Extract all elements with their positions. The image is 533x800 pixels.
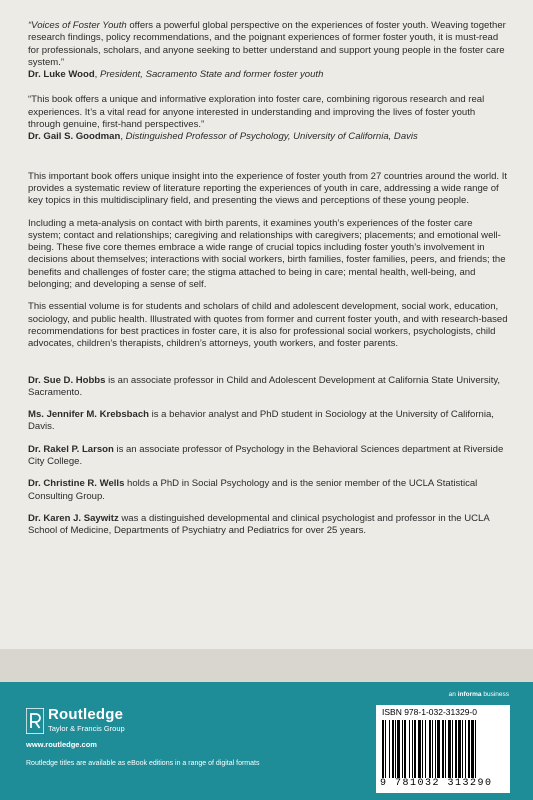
barcode-bar [462, 720, 463, 778]
author-bio [28, 513, 508, 538]
routledge-logo-icon [26, 708, 44, 734]
ebook-note: Routledge titles are available as eBook editions in a range of digital formats [26, 760, 260, 767]
description-paragraph: This essential volume is for students and scholars of child and adolescent development, social work, education, sociology, and public health. Illustrated with quotes from former and current foster youth, and with research-based recommendations for best practices in foster care, it is also for professional social workers, psychologists, child advocates, children’s therapists, children’s attorneys, youth workers, and foster parents. [28, 301, 508, 350]
barcode-bar [437, 720, 440, 778]
barcode-bar [404, 720, 406, 778]
barcode-bar [409, 720, 410, 778]
author-bio-text: was a distinguished developmental and clinical psychologist and professor in the UCLA School of Medicine, Departments of Psychiatry and Pediatrics for over 25 years. [28, 512, 490, 537]
barcode-icon [382, 720, 504, 778]
author-bio-text: is an associate professor of Psychology in the Behavioral Sciences department at Riverside City College. [28, 443, 504, 468]
barcode-bar [418, 720, 421, 778]
barcode-bar [455, 720, 457, 778]
publisher-url[interactable]: www.routledge.com [26, 740, 97, 749]
author-bio-text: is an associate professor in Child and Adolescent Development at California State University, Sacramento. [28, 374, 501, 398]
publisher-name: Routledge [48, 706, 124, 723]
author-name: Dr. Christine R. Wells [28, 478, 125, 490]
barcode-bar [389, 720, 390, 778]
author-bio-text: is a behavior analyst and PhD student in Sociology at the University of California, Davis. [28, 409, 494, 433]
informa-brand: informa [457, 691, 482, 698]
author-bio [28, 478, 508, 503]
barcode-bar [402, 720, 403, 778]
barcode-bar [445, 720, 446, 778]
publisher-footer [0, 682, 533, 800]
barcode-bar [448, 720, 451, 778]
author-name: Dr. Karen J. Saywitz [28, 512, 119, 524]
author-name: Dr. Rakel P. Larson [28, 443, 114, 455]
barcode-bar [425, 720, 426, 778]
quote-author: Dr. Gail S. Goodman [28, 131, 121, 143]
barcode-bar [442, 720, 444, 778]
divider-band [0, 649, 533, 682]
quote-text: “Voices of Foster Youth offers a powerful global perspective on the experiences of foster youth. Weaving together research findings, policy recommendations, and the poignant experiences of former foster youth, it is must-read for professionals, scholars, and anyone seeking to better understand and support young people in the foster care system.” [28, 20, 506, 68]
quote-author: Dr. Luke Wood [28, 69, 95, 81]
publisher-group: Taylor & Francis Group [48, 724, 125, 733]
barcode-bar [397, 720, 400, 778]
barcode-bar [435, 720, 436, 778]
barcode-bar [422, 720, 423, 778]
barcode-bar [471, 720, 474, 778]
author-bio [28, 444, 508, 469]
endorsement-quote [28, 94, 508, 143]
barcode-bar [475, 720, 476, 778]
barcode-bar [468, 720, 470, 778]
barcode-bar [392, 720, 394, 778]
barcode-bar [395, 720, 396, 778]
barcode-bar [458, 720, 461, 778]
description-paragraph: Including a meta-analysis on contact with birth parents, it examines youth’s experiences of the foster care system; contact and relationships; caregiving and relationships with caregivers; placements; and emotional well-being. These five core themes embrace a wide range of crucial topics including foster youth’s involvement in decisions about themselves; interactions with social workers, birth families, foster families, peers, and friends; the benefits and challenges of foster care; the stigma attached to being in care; mental health, well-being, and belonging; and developing a sense of self. [28, 217, 506, 291]
quote-author-title: President, Sacramento State and former foster youth [99, 69, 324, 81]
author-bio-text: holds a PhD in Social Psychology and is the senior member of the UCLA Statistical Consulting Group. [28, 478, 478, 502]
quote-attribution: Dr. Luke Wood, President, Sacramento State and former foster youth [28, 69, 324, 81]
quote-attribution: Dr. Gail S. Goodman, Distinguished Professor of Psychology, University of California, Davis [28, 131, 418, 143]
barcode-box [376, 705, 510, 793]
barcode-bar [412, 720, 413, 778]
endorsement-quote [28, 20, 508, 81]
barcode-number: 9 781032 313290 [380, 778, 493, 789]
quote-text: “This book offers a unique and informative exploration into foster care, combining rigorous research and real experiences. It’s a vital read for anyone interested in understanding and improving the lives of foster youth through genuine, first-hand perspectives.” [28, 94, 485, 131]
barcode-bar [429, 720, 431, 778]
author-name: Ms. Jennifer M. Krebsbach [28, 409, 149, 421]
author-name: Dr. Sue D. Hobbs [28, 374, 106, 386]
author-bio [28, 375, 508, 400]
barcode-bar [382, 720, 384, 778]
barcode-bar [432, 720, 433, 778]
barcode-bar [465, 720, 466, 778]
informa-business: an informa business [448, 691, 509, 698]
description-paragraph: This important book offers unique insight into the experience of foster youth from 27 countries around the world. It provides a systematic review of literature reporting the experiences of youth in care, addressing a wide range of key topics in this multidisciplinary field, and presenting the views and perceptions of these young people. [28, 170, 508, 207]
barcode-bar [452, 720, 453, 778]
isbn-text: ISBN 978-1-032-31329-0 [382, 707, 477, 717]
back-cover-text [28, 20, 508, 548]
barcode-bar [414, 720, 416, 778]
barcode-bar [385, 720, 386, 778]
quote-author-title: Distinguished Professor of Psychology, University of California, Davis [125, 131, 418, 143]
author-bio [28, 409, 508, 434]
